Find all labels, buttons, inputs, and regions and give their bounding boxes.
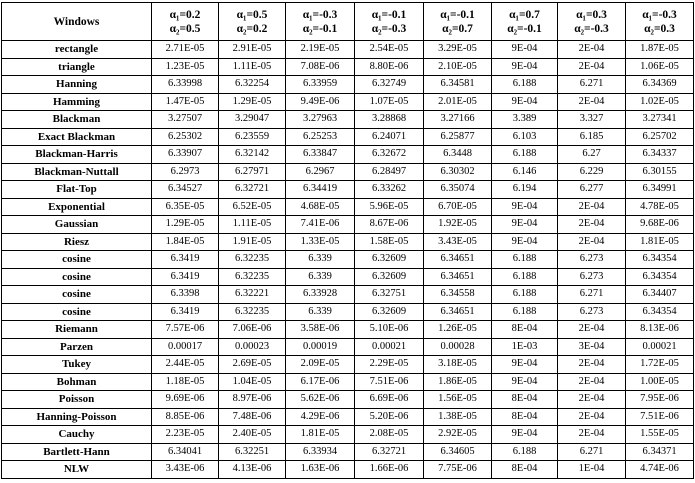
value-cell: 6.34558	[424, 286, 492, 304]
value-cell: 6.34651	[424, 251, 492, 269]
value-cell: 4.74E-06	[626, 461, 694, 479]
alpha1-label: α₁=0.5	[236, 8, 268, 21]
windows-column-header: Windows	[2, 3, 152, 41]
table-row	[2, 461, 694, 479]
value-cell: 6.30155	[626, 163, 694, 181]
window-name-cell: Hanning	[2, 76, 152, 94]
alpha1-label: α₁=-0.3	[302, 8, 338, 21]
value-cell: 3.29047	[219, 111, 286, 129]
value-cell: 3.327	[558, 111, 626, 129]
value-cell: 6.188	[492, 146, 558, 164]
value-cell: 6.27	[558, 146, 626, 164]
value-cell: 7.95E-06	[626, 391, 694, 409]
alpha2-label: α₂=0.2	[236, 22, 268, 35]
value-cell: 0.00019	[286, 338, 355, 356]
value-cell: 6.32721	[219, 181, 286, 199]
value-cell: 3.18E-05	[424, 356, 492, 374]
value-cell: 2.91E-05	[219, 41, 286, 59]
value-cell: 2.92E-05	[424, 426, 492, 444]
value-cell: 6.52E-05	[219, 198, 286, 216]
table-row	[2, 286, 694, 304]
alpha2-label: α₂=0.3	[644, 22, 675, 35]
table-row	[2, 426, 694, 444]
value-cell: 6.271	[558, 443, 626, 461]
value-cell: 6.271	[558, 76, 626, 94]
value-cell: 6.32609	[355, 268, 424, 286]
value-cell: 2.19E-05	[286, 41, 355, 59]
value-cell: 6.2973	[152, 163, 219, 181]
value-cell: 1.33E-05	[286, 233, 355, 251]
table-row	[2, 93, 694, 111]
value-cell: 8.85E-06	[152, 408, 219, 426]
value-cell: 6.28497	[355, 163, 424, 181]
value-cell: 7.06E-06	[219, 321, 286, 339]
window-name-cell: Gaussian	[2, 216, 152, 234]
table-row	[2, 338, 694, 356]
value-cell: 3.58E-06	[286, 321, 355, 339]
value-cell: 0.00028	[424, 338, 492, 356]
value-cell: 2E-04	[558, 321, 626, 339]
value-cell: 6.70E-05	[424, 198, 492, 216]
alpha1-label: α₁=-0.3	[642, 8, 677, 21]
table-row	[2, 268, 694, 286]
value-cell: 6.339	[286, 268, 355, 286]
value-cell: 6.34337	[626, 146, 694, 164]
value-cell: 6.69E-06	[355, 391, 424, 409]
table-row	[2, 216, 694, 234]
value-cell: 6.271	[558, 286, 626, 304]
table-row	[2, 373, 694, 391]
table-row	[2, 163, 694, 181]
value-cell: 1.56E-05	[424, 391, 492, 409]
value-cell: 2.09E-05	[286, 356, 355, 374]
value-cell: 3.43E-05	[424, 233, 492, 251]
value-cell: 6.25877	[424, 128, 492, 146]
value-cell: 6.24071	[355, 128, 424, 146]
table-row	[2, 391, 694, 409]
alpha-column-header	[626, 3, 694, 41]
value-cell: 1.47E-05	[152, 93, 219, 111]
value-cell: 6.27971	[219, 163, 286, 181]
value-cell: 1.81E-05	[626, 233, 694, 251]
value-cell: 1.04E-05	[219, 373, 286, 391]
value-cell: 6.32142	[219, 146, 286, 164]
value-cell: 6.34651	[424, 268, 492, 286]
value-cell: 2E-04	[558, 93, 626, 111]
value-cell: 6.32235	[219, 268, 286, 286]
value-cell: 6.32749	[355, 76, 424, 94]
value-cell: 6.273	[558, 251, 626, 269]
alpha1-label: α₁=0.7	[509, 8, 540, 21]
window-name-cell: Exponential	[2, 198, 152, 216]
value-cell: 0.00021	[355, 338, 424, 356]
alpha-column-header	[219, 3, 286, 41]
value-cell: 9E-04	[492, 216, 558, 234]
value-cell: 5.20E-06	[355, 408, 424, 426]
value-cell: 2E-04	[558, 58, 626, 76]
alpha2-label: α₂=-0.3	[574, 22, 609, 35]
value-cell: 2E-04	[558, 426, 626, 444]
value-cell: 2.44E-05	[152, 356, 219, 374]
value-cell: 1.58E-05	[355, 233, 424, 251]
window-name-cell: Parzen	[2, 338, 152, 356]
value-cell: 6.34581	[424, 76, 492, 94]
window-name-cell: Bartlett-Hann	[2, 443, 152, 461]
window-name-cell: Riemann	[2, 321, 152, 339]
value-cell: 6.34369	[626, 76, 694, 94]
value-cell: 1.66E-06	[355, 461, 424, 479]
value-cell: 6.188	[492, 443, 558, 461]
window-name-cell: Blackman	[2, 111, 152, 129]
window-name-cell: Blackman-Nuttall	[2, 163, 152, 181]
value-cell: 0.00017	[152, 338, 219, 356]
value-cell: 6.3419	[152, 303, 219, 321]
value-cell: 9E-04	[492, 198, 558, 216]
value-cell: 1.81E-05	[286, 426, 355, 444]
table-row	[2, 58, 694, 76]
value-cell: 6.188	[492, 286, 558, 304]
value-cell: 1.11E-05	[219, 58, 286, 76]
value-cell: 4.13E-06	[219, 461, 286, 479]
value-cell: 2E-04	[558, 198, 626, 216]
table-row	[2, 408, 694, 426]
value-cell: 6.32721	[355, 443, 424, 461]
window-name-cell: Flat-Top	[2, 181, 152, 199]
value-cell: 3E-04	[558, 338, 626, 356]
window-name-cell: cosine	[2, 303, 152, 321]
value-cell: 2E-04	[558, 233, 626, 251]
alpha-column-header	[286, 3, 355, 41]
table-row	[2, 128, 694, 146]
table-row	[2, 198, 694, 216]
alpha-column-header	[355, 3, 424, 41]
table-row	[2, 251, 694, 269]
value-cell: 2.10E-05	[424, 58, 492, 76]
value-cell: 1.63E-06	[286, 461, 355, 479]
value-cell: 6.3398	[152, 286, 219, 304]
value-cell: 4.78E-05	[626, 198, 694, 216]
value-cell: 3.27507	[152, 111, 219, 129]
value-cell: 8.13E-06	[626, 321, 694, 339]
value-cell: 6.34407	[626, 286, 694, 304]
alpha-column-header	[152, 3, 219, 41]
value-cell: 2.71E-05	[152, 41, 219, 59]
value-cell: 5.62E-06	[286, 391, 355, 409]
value-cell: 6.23559	[219, 128, 286, 146]
value-cell: 7.48E-06	[219, 408, 286, 426]
value-cell: 8E-04	[492, 461, 558, 479]
alpha1-label: α₁=-0.1	[440, 8, 475, 21]
alpha2-label: α₂=-0.1	[302, 22, 338, 35]
window-name-cell: cosine	[2, 286, 152, 304]
value-cell: 6.273	[558, 268, 626, 286]
table-row	[2, 356, 694, 374]
value-cell: 2E-04	[558, 373, 626, 391]
value-cell: 9.69E-06	[152, 391, 219, 409]
value-cell: 2.29E-05	[355, 356, 424, 374]
value-cell: 6.25302	[152, 128, 219, 146]
value-cell: 6.33907	[152, 146, 219, 164]
value-cell: 6.32609	[355, 251, 424, 269]
value-cell: 6.34605	[424, 443, 492, 461]
alpha2-label: α₂=-0.1	[507, 22, 542, 35]
table-row	[2, 321, 694, 339]
value-cell: 4.29E-06	[286, 408, 355, 426]
value-cell: 6.188	[492, 303, 558, 321]
value-cell: 6.34041	[152, 443, 219, 461]
value-cell: 6.34419	[286, 181, 355, 199]
window-name-cell: Hanning-Poisson	[2, 408, 152, 426]
alpha2-label: α₂=0.7	[442, 22, 473, 35]
value-cell: 6.277	[558, 181, 626, 199]
value-cell: 1.84E-05	[152, 233, 219, 251]
value-cell: 6.32609	[355, 303, 424, 321]
value-cell: 1.29E-05	[219, 93, 286, 111]
value-cell: 8E-04	[492, 391, 558, 409]
alpha-column-header	[424, 3, 492, 41]
value-cell: 6.34354	[626, 268, 694, 286]
value-cell: 6.34354	[626, 251, 694, 269]
value-cell: 6.188	[492, 251, 558, 269]
value-cell: 6.273	[558, 303, 626, 321]
value-cell: 1.91E-05	[219, 233, 286, 251]
value-cell: 1.86E-05	[424, 373, 492, 391]
window-name-cell: Exact Blackman	[2, 128, 152, 146]
table-row	[2, 233, 694, 251]
value-cell: 6.32254	[219, 76, 286, 94]
value-cell: 6.185	[558, 128, 626, 146]
value-cell: 9E-04	[492, 356, 558, 374]
value-cell: 6.3419	[152, 268, 219, 286]
value-cell: 2.40E-05	[219, 426, 286, 444]
value-cell: 7.75E-06	[424, 461, 492, 479]
value-cell: 6.25253	[286, 128, 355, 146]
window-name-cell: NLW	[2, 461, 152, 479]
value-cell: 9E-04	[492, 373, 558, 391]
value-cell: 1.87E-05	[626, 41, 694, 59]
alpha1-label: α₁=-0.1	[371, 8, 407, 21]
value-cell: 9E-04	[492, 41, 558, 59]
window-name-cell: Riesz	[2, 233, 152, 251]
value-cell: 6.188	[492, 76, 558, 94]
value-cell: 1.55E-05	[626, 426, 694, 444]
alpha1-label: α₁=0.2	[169, 8, 201, 21]
value-cell: 2.08E-05	[355, 426, 424, 444]
value-cell: 1.92E-05	[424, 216, 492, 234]
value-cell: 5.96E-05	[355, 198, 424, 216]
value-cell: 6.229	[558, 163, 626, 181]
table-row	[2, 146, 694, 164]
value-cell: 2E-04	[558, 356, 626, 374]
value-cell: 7.57E-06	[152, 321, 219, 339]
alpha1-label: α₁=0.3	[576, 8, 607, 21]
value-cell: 1.06E-05	[626, 58, 694, 76]
value-cell: 6.33847	[286, 146, 355, 164]
value-cell: 6.3419	[152, 251, 219, 269]
value-cell: 6.146	[492, 163, 558, 181]
header-row	[2, 3, 694, 41]
value-cell: 6.32235	[219, 251, 286, 269]
value-cell: 1.23E-05	[152, 58, 219, 76]
table-row	[2, 443, 694, 461]
window-name-cell: Bohman	[2, 373, 152, 391]
value-cell: 8.80E-06	[355, 58, 424, 76]
value-cell: 6.33262	[355, 181, 424, 199]
value-cell: 6.32672	[355, 146, 424, 164]
value-cell: 6.34354	[626, 303, 694, 321]
value-cell: 8.67E-06	[355, 216, 424, 234]
value-cell: 9.49E-06	[286, 93, 355, 111]
value-cell: 3.29E-05	[424, 41, 492, 59]
table-row	[2, 303, 694, 321]
value-cell: 6.33934	[286, 443, 355, 461]
value-cell: 4.68E-05	[286, 198, 355, 216]
value-cell: 0.00021	[626, 338, 694, 356]
results-table-container	[1, 2, 694, 479]
value-cell: 9E-04	[492, 233, 558, 251]
value-cell: 6.33998	[152, 76, 219, 94]
value-cell: 7.41E-06	[286, 216, 355, 234]
value-cell: 6.35E-05	[152, 198, 219, 216]
value-cell: 1.18E-05	[152, 373, 219, 391]
table-row	[2, 181, 694, 199]
window-name-cell: cosine	[2, 251, 152, 269]
value-cell: 6.339	[286, 251, 355, 269]
value-cell: 1E-04	[558, 461, 626, 479]
value-cell: 6.103	[492, 128, 558, 146]
value-cell: 1.02E-05	[626, 93, 694, 111]
value-cell: 2.23E-05	[152, 426, 219, 444]
value-cell: 1.29E-05	[152, 216, 219, 234]
value-cell: 2.01E-05	[424, 93, 492, 111]
value-cell: 6.32221	[219, 286, 286, 304]
value-cell: 5.10E-06	[355, 321, 424, 339]
table-row	[2, 111, 694, 129]
value-cell: 9E-04	[492, 93, 558, 111]
window-name-cell: Tukey	[2, 356, 152, 374]
value-cell: 6.188	[492, 268, 558, 286]
value-cell: 6.32251	[219, 443, 286, 461]
value-cell: 3.28868	[355, 111, 424, 129]
window-name-cell: cosine	[2, 268, 152, 286]
value-cell: 1.00E-05	[626, 373, 694, 391]
value-cell: 8.97E-06	[219, 391, 286, 409]
value-cell: 3.27963	[286, 111, 355, 129]
table-row	[2, 76, 694, 94]
value-cell: 6.34371	[626, 443, 694, 461]
value-cell: 9.68E-06	[626, 216, 694, 234]
value-cell: 6.2967	[286, 163, 355, 181]
value-cell: 3.27341	[626, 111, 694, 129]
value-cell: 2E-04	[558, 408, 626, 426]
value-cell: 6.194	[492, 181, 558, 199]
window-name-cell: Blackman-Harris	[2, 146, 152, 164]
value-cell: 7.08E-06	[286, 58, 355, 76]
value-cell: 2.69E-05	[219, 356, 286, 374]
window-name-cell: triangle	[2, 58, 152, 76]
value-cell: 6.34651	[424, 303, 492, 321]
value-cell: 6.33959	[286, 76, 355, 94]
value-cell: 7.51E-06	[626, 408, 694, 426]
value-cell: 8E-04	[492, 321, 558, 339]
alpha2-label: α₂=-0.3	[371, 22, 407, 35]
value-cell: 6.339	[286, 303, 355, 321]
value-cell: 8E-04	[492, 408, 558, 426]
alpha-column-header	[492, 3, 558, 41]
window-name-cell: Poisson	[2, 391, 152, 409]
value-cell: 3.43E-06	[152, 461, 219, 479]
value-cell: 2E-04	[558, 41, 626, 59]
value-cell: 2.54E-05	[355, 41, 424, 59]
value-cell: 6.30302	[424, 163, 492, 181]
table-body	[2, 41, 694, 479]
value-cell: 6.35074	[424, 181, 492, 199]
value-cell: 2E-04	[558, 216, 626, 234]
value-cell: 6.17E-06	[286, 373, 355, 391]
value-cell: 6.3448	[424, 146, 492, 164]
value-cell: 6.34527	[152, 181, 219, 199]
window-name-cell: Cauchy	[2, 426, 152, 444]
value-cell: 7.51E-06	[355, 373, 424, 391]
value-cell: 3.27166	[424, 111, 492, 129]
alpha2-label: α₂=0.5	[169, 22, 201, 35]
value-cell: 2E-04	[558, 391, 626, 409]
value-cell: 6.34991	[626, 181, 694, 199]
value-cell: 1.72E-05	[626, 356, 694, 374]
alpha-column-header	[558, 3, 626, 41]
value-cell: 1E-03	[492, 338, 558, 356]
window-results-table	[1, 2, 694, 479]
table-row	[2, 41, 694, 59]
value-cell: 1.11E-05	[219, 216, 286, 234]
value-cell: 6.32235	[219, 303, 286, 321]
window-name-cell: rectangle	[2, 41, 152, 59]
value-cell: 1.38E-05	[424, 408, 492, 426]
value-cell: 0.00023	[219, 338, 286, 356]
value-cell: 6.25702	[626, 128, 694, 146]
window-name-cell: Hamming	[2, 93, 152, 111]
value-cell: 9E-04	[492, 426, 558, 444]
value-cell: 6.33928	[286, 286, 355, 304]
value-cell: 1.07E-05	[355, 93, 424, 111]
value-cell: 6.32751	[355, 286, 424, 304]
value-cell: 1.26E-05	[424, 321, 492, 339]
value-cell: 9E-04	[492, 58, 558, 76]
value-cell: 3.389	[492, 111, 558, 129]
